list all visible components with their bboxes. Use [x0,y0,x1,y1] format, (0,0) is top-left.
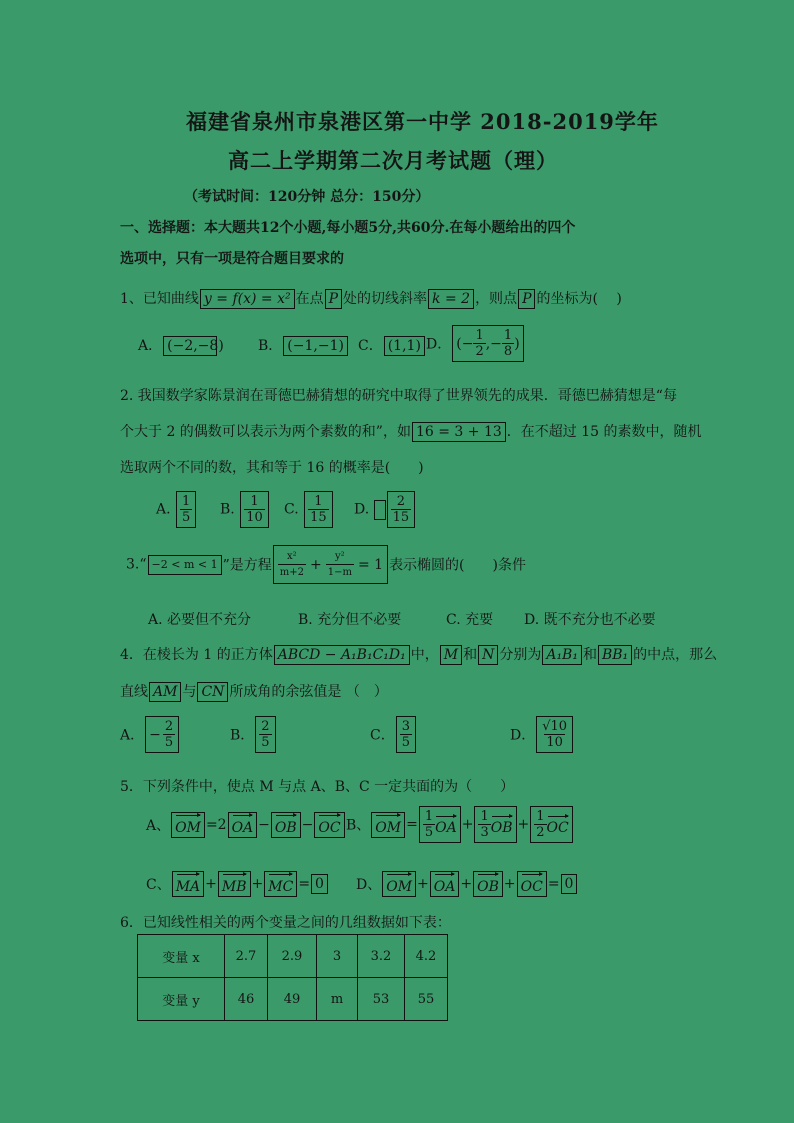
q1-point-p-2: P [518,289,535,309]
q1-curve-formula: y = f(x) = x² [200,289,295,309]
exam-info: （考试时间：120分钟 总分：150分） [184,189,430,205]
q1-option-d[interactable] [426,325,525,362]
q2-c-num: 1 [314,494,323,509]
q5-option-d[interactable] [356,871,578,897]
q4-edge-bb1: BB₁ [598,645,632,665]
q2-b-num: 1 [250,494,259,509]
q5-d-zero: 0 [561,874,578,894]
table-row-x [138,935,448,978]
q2-d-empty-box [374,500,386,520]
table-cell: 3 [317,935,358,978]
q1-text-pre: 1、已知曲线 [120,291,199,307]
q5-b-t1-den: 5 [424,825,434,840]
q5-c-label: C、 [146,877,171,893]
q5-d-plus1: + [417,876,429,892]
q2-option-a-value [176,491,196,528]
q5-b-label: B、 [346,817,371,834]
q5-a-vector-oa: OA [232,813,254,837]
q5-d-plus3: + [503,876,516,892]
q4-edge-a1b1: A₁B₁ [542,645,582,665]
q3-eq-rhs: = 1 [357,556,384,573]
q5-d-vector-ob: OB [477,872,499,896]
q5-d-eq: = [547,876,560,892]
q2-option-d-label: D. [354,501,370,518]
question-2-line3: 选取两个不同的数，其和等于 16 的概率是( ) [120,460,424,476]
q1-option-a-value: (−2,−8) [163,336,217,356]
q5-b-plus2: + [517,816,530,833]
q1-option-d-value [452,325,523,362]
q4-option-b-label: B． [230,727,255,744]
q2-option-b-label: B. [220,501,235,518]
table-cell: 46 [225,978,268,1021]
q4-d-den: 10 [546,735,563,750]
q5-option-b[interactable] [346,806,574,843]
q4-line-cn: CN [197,682,228,702]
q4-option-d-label: D． [510,727,536,744]
q4-b-num: 2 [261,719,270,734]
q5-c-eq: = [298,876,311,892]
q2-b-den: 10 [246,510,263,525]
q5-d-plus2: + [460,876,473,892]
q5-b-t2-den: 3 [480,825,489,840]
q2-a-num: 1 [182,494,191,509]
q3-text-post: 表示椭圆的( )条件 [389,557,526,574]
table-cell: 4.2 [405,935,448,978]
q4-d-num: √10 [542,719,568,734]
q5-b-vector-om: OM [375,813,401,837]
q2-c-den: 15 [310,510,327,525]
q1-text-mid3: ，则点 [475,291,518,307]
q1-d-frac1-num: 1 [475,328,484,343]
q1-d-comma: ,− [485,335,502,352]
q3-eq-frac2-den: 1−m [326,564,354,580]
q5-a-minus1: − [258,817,270,833]
q3-eq-frac1 [278,549,306,580]
q4-c-num: 3 [401,719,410,734]
q4-a-sign: − [149,726,161,743]
q4-a-num: 2 [164,719,174,734]
q5-option-c[interactable] [146,871,329,897]
q5-d-vector-oa: OA [434,872,456,896]
q3-text-pre: 3.“ [126,556,147,573]
q1-d-frac2-num: 1 [503,328,513,343]
q1-text-end: 的坐标为( ) [536,291,622,307]
q1-text-mid2: 处的切线斜率 [343,291,428,307]
q3-text-mid: ”是方程 [222,557,272,574]
q5-b-eq: = [406,816,418,833]
document-title: 福建省泉州市泉港区第一中学 2018-2019学年 [186,109,659,134]
q4-option-c-label: C． [370,727,395,744]
q5-option-a[interactable] [146,812,346,838]
q2-line2-pre: 个大于 2 的偶数可以表示为两个素数的和”，如 [120,424,411,440]
q3-option-c[interactable]: C. 充要 [446,612,494,628]
q5-b-vector-oa: OA [435,814,457,836]
question-2-line2 [120,421,702,442]
q1-d-frac2 [502,328,514,359]
q4-option-a[interactable] [120,716,180,753]
q1-option-a-label: A． [138,338,163,354]
table-cell: m [317,978,358,1021]
q2-option-d[interactable] [354,491,416,528]
q3-option-a[interactable]: A. 必要但不充分 [148,612,252,628]
q5-b-t3-den: 2 [536,825,545,840]
q3-condition-formula: −2 < m < 1 [148,555,222,575]
q4-line2-pre: 直线 [120,684,148,700]
q4-text-pre: 4．在棱长为 1 的正方体 [120,647,273,663]
table-cell: 2.9 [268,935,317,978]
q3-eq-frac1-den: m+2 [278,564,306,580]
question-2-line1: 2. 我国数学家陈景润在哥德巴赫猜想的研究中取得了世界领先的成果．哥德巴赫猜想是“每 [120,388,677,404]
q4-line2-post: 所成角的余弦值是 （ ） [229,684,388,700]
data-table [137,934,448,1021]
q4-cube-label: ABCD − A₁B₁C₁D₁ [274,645,410,665]
q5-c-plus2: + [251,876,264,892]
q5-b-t3-num: 1 [536,809,545,824]
q3-eq-plus: + [310,556,322,573]
q5-b-plus1: + [461,816,474,833]
q2-example-formula: 16 = 3 + 13 [412,422,506,442]
q1-option-c-value: (1,1) [384,336,425,356]
q1-d-frac1-den: 2 [475,344,484,359]
document-subtitle: 高二上学期第二次月考试题（理） [228,148,558,173]
q2-option-c-value [304,491,333,528]
q2-d-den: 15 [392,510,410,525]
q5-c-vector-mc: MC [268,872,293,896]
q1-option-c-label: C． [358,338,383,354]
q5-b-t1-num: 1 [424,809,434,824]
q1-option-a[interactable] [138,335,224,356]
table-header-y: 变量 y [138,978,225,1021]
q2-d-num: 2 [396,494,406,509]
q5-a-vector-ob: OB [275,813,297,837]
table-row-y [138,978,448,1021]
q5-c-vector-ma: MA [176,872,200,896]
q1-d-open: (− [456,335,474,352]
table-cell: 2.7 [225,935,268,978]
q5-b-term1 [419,806,461,843]
question-3-stem [126,545,526,584]
q1-option-b[interactable] [258,335,349,356]
q4-c-den: 5 [401,735,410,750]
table-cell: 53 [358,978,405,1021]
q4-option-d-value [536,716,573,753]
q4-option-d[interactable] [510,716,574,753]
q5-d-label: D、 [356,877,382,893]
q5-b-vector-ob: OB [491,814,513,836]
q2-option-d-value [387,491,416,528]
q5-b-term3 [530,806,572,843]
q4-a-den: 5 [164,735,174,750]
q2-option-c[interactable] [284,491,334,528]
q2-option-c-label: C. [284,501,299,518]
q4-option-c[interactable] [370,716,417,753]
table-cell: 3.2 [358,935,405,978]
q4-option-b[interactable] [230,716,277,753]
q1-point-p: P [325,289,342,309]
q2-option-b[interactable] [220,491,270,528]
question-6-stem: 6．已知线性相关的两个变量之间的几组数据如下表： [120,915,451,931]
q5-d-vector-om: OM [386,872,412,896]
question-5-stem: 5．下列条件中，使点 M 与点 A、B、C 一定共面的为（ ） [120,779,515,795]
q2-line2-post: ．在不超过 15 的素数中，随机 [506,424,702,440]
q2-option-a[interactable] [156,491,197,528]
q5-b-term2 [474,806,516,843]
q3-option-d[interactable]: D. 既不充分也不必要 [524,612,656,628]
q3-option-b[interactable]: B. 充分但不必要 [298,612,402,628]
q1-option-b-label: B． [258,338,283,354]
section-heading-line1: 一、选择题：本大题共12个小题,每小题5分,共60分.在每小题给出的四个 [120,220,576,236]
table-header-x: 变量 x [138,935,225,978]
q4-option-a-label: A． [120,727,145,744]
q3-eq-frac2-num: y² [335,551,345,562]
q1-option-c[interactable] [358,335,426,356]
q5-c-vector-mb: MB [222,872,247,896]
q5-a-label: A、 [146,818,171,834]
question-4-line1 [120,644,717,665]
table-cell: 49 [268,978,317,1021]
q3-ellipse-equation [273,545,388,584]
q4-text-and1: 和 [463,647,478,663]
q5-c-plus1: + [205,876,217,892]
q2-option-b-value [240,491,269,528]
q5-b-t2-num: 1 [480,809,489,824]
q2-option-a-label: A. [156,501,171,518]
table-cell: 55 [405,978,448,1021]
q2-a-den: 5 [182,510,191,525]
q4-point-m: M [440,645,462,665]
q3-eq-frac1-num: x² [287,551,297,562]
q1-d-frac2-den: 8 [503,344,513,359]
q4-option-a-value [145,716,179,753]
q5-b-vector-oc: OC [547,814,569,836]
q1-slope-formula: k = 2 [428,289,474,309]
q5-a-minus2: − [301,817,314,833]
q3-eq-frac2 [326,549,354,580]
q5-a-eq: =2 [205,817,227,833]
q1-text-mid1: 在点 [295,291,324,307]
q4-text-mid1: 中， [410,647,439,663]
q4-line-am: AM [149,682,181,702]
q4-text-and2: 和 [582,647,597,663]
q4-b-den: 5 [261,735,270,750]
q1-option-b-value: (−1,−1) [283,336,348,356]
question-1-stem [120,288,622,309]
q1-d-close: ) [514,335,520,352]
q1-d-frac1 [473,328,485,359]
q4-option-c-value [396,716,416,753]
section-heading-line2: 选项中，只有一项是符合题目要求的 [120,251,344,267]
q1-option-d-label: D． [426,336,452,353]
q4-text-post: 的中点，那么 [633,647,718,663]
q4-text-with: 与 [182,684,197,700]
q4-point-n: N [478,645,498,665]
q5-a-vector-oc: OC [318,813,340,837]
q5-c-zero: 0 [311,874,328,894]
q5-d-vector-oc: OC [521,872,543,896]
q4-text-mid2: 分别为 [499,647,542,663]
q4-option-b-value [255,716,275,753]
question-4-line2 [120,681,388,702]
q5-a-vector-om: OM [175,813,201,837]
